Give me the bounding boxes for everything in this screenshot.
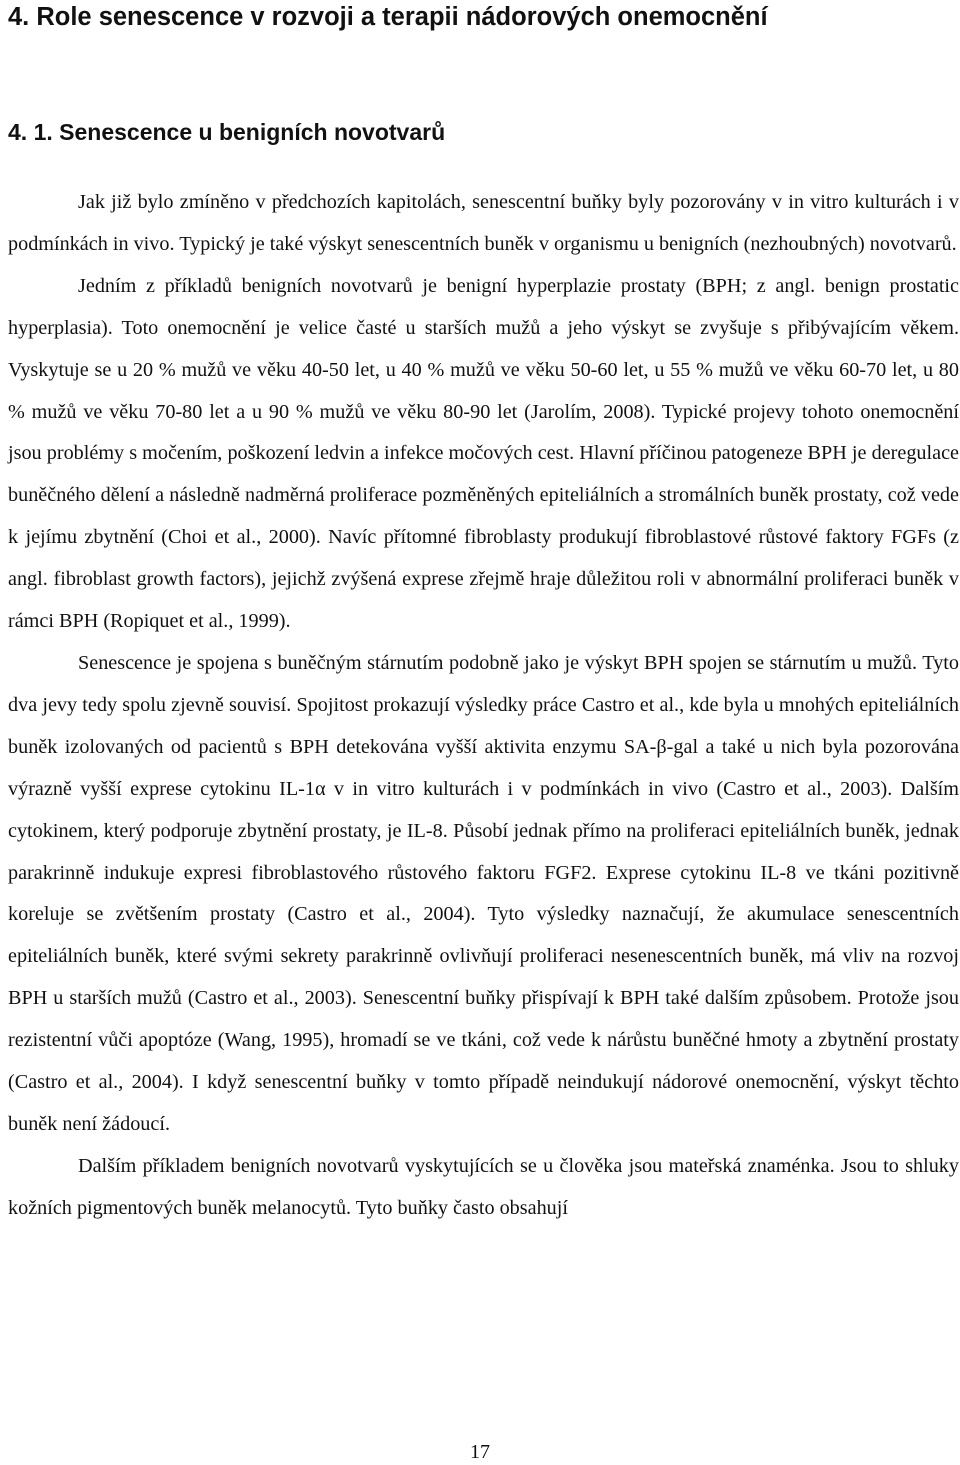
- paragraph: Jedním z příkladů benigních novotvarů je benigní hyperplazie prostaty (BPH; z angl. benign prostatic hyperplasia). Toto onemocnění je velice časté u starších mužů a jeho výskyt se zvyšuje s přibývajícím věkem. Vyskytuje se u 20 % mužů ve věku 40-50 let, u 40 % mužů ve věku 50-60 let, u 55 % mužů ve věku 60-70 let, u 80 % mužů ve věku 70-80 let a u 90 % mužů ve věku 80-90 let (Jarolím, 2008). Typické projevy tohoto onemocnění jsou problémy s močením, poškození ledvin a infekce močových cest. Hlavní příčinou patogeneze BPH je deregulace buněčného dělení a následně nadměrná proliferace pozměněných epiteliálních a stromálních buněk prostaty, což vede k jejímu zbytnění (Choi et al., 2000). Navíc přítomné fibroblasty produkují fibroblastové růstové faktory FGFs (z angl. fibroblast growth factors), jejichž zvýšená exprese zřejmě hraje důležitou roli v abnormální proliferaci buněk v rámci BPH (Ropiquet et al., 1999).: [8, 274, 959, 633]
- section-heading: 4. 1. Senescence u benigních novotvarů: [8, 119, 446, 145]
- paragraph: Senescence je spojena s buněčným stárnutím podobně jako je výskyt BPH spojen se stárnutím u mužů. Tyto dva jevy tedy spolu zjevně souvisí. Spojitost prokazují výsledky práce Castro et al., kde byla u mnohých epiteliálních buněk izolovaných od pacientů s BPH detekována vyšší aktivita enzymu SA-β-gal a také u nich byla pozorována výrazně vyšší exprese cytokinu IL-1α v in vitro kulturách i v podmínkách in vivo (Castro et al., 2003). Dalším cytokinem, který podporuje zbytnění prostaty, je IL-8. Působí jednak přímo na proliferaci epiteliálních buněk, jednak parakrinně indukuje expresi fibroblastového růstového faktoru FGF2. Exprese cytokinu IL-8 ve tkáni pozitivně koreluje se zvětšením prostaty (Castro et al., 2004). Tyto výsledky naznačují, že akumulace senescentních epiteliálních buněk, které svými sekrety parakrinně ovlivňují proliferaci nesenescentních buněk, má vliv na rozvoj BPH u starších mužů (Castro et al., 2003). Senescentní buňky přispívají k BPH také dalším způsobem. Protože jsou rezistentní vůči apoptóze (Wang, 1995), hromadí se ve tkáni, což vede k nárůstu buněčné hmoty a zbytnění prostaty (Castro et al., 2004). I když senescentní buňky v tomto případě neindukují nádorové onemocnění, výskyt těchto buněk není žádoucí.: [8, 651, 959, 1135]
- body-text: [8, 182, 959, 1230]
- paragraph: Dalším příkladem benigních novotvarů vyskytujících se u člověka jsou mateřská znaménka. Jsou to shluky kožních pigmentových buněk melanocytů. Tyto buňky často obsahují: [8, 1154, 959, 1219]
- chapter-heading: 4. Role senescence v rozvoji a terapii nádorových onemocnění: [8, 3, 768, 31]
- page-number: 17: [470, 1441, 490, 1463]
- paragraph: Jak již bylo zmíněno v předchozích kapitolách, senescentní buňky byly pozorovány v in vitro kulturách i v podmínkách in vivo. Typický je také výskyt senescentních buněk v organismu u benigních (nezhoubných) novotvarů.: [8, 191, 959, 255]
